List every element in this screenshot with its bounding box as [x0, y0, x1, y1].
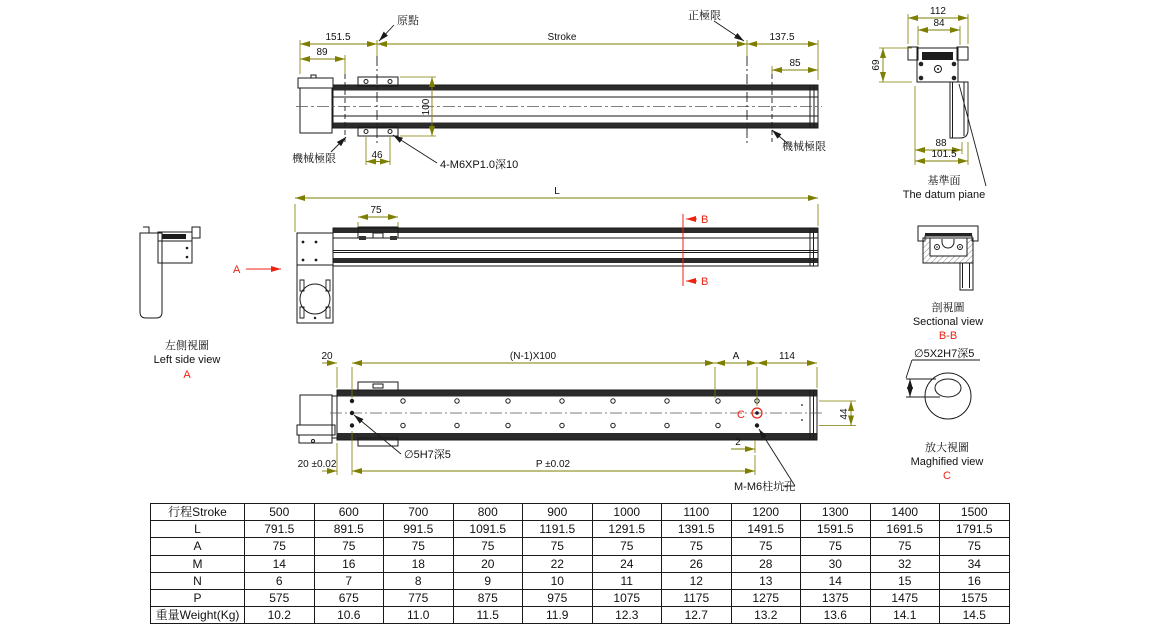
table-cell: 1275 [731, 590, 801, 607]
table-cell: 875 [453, 590, 523, 607]
table-cell: 20 [453, 555, 523, 572]
table-cell: 575 [245, 590, 315, 607]
screw [315, 259, 318, 262]
rail-bottom-band [333, 258, 818, 263]
table-row [151, 572, 1010, 589]
left-side-view-letter: A [183, 369, 191, 381]
dim-100: 100 [421, 98, 432, 116]
cbore-hole [755, 423, 759, 427]
row-label: 行程Stroke [151, 504, 245, 521]
dowel-hole [350, 399, 354, 403]
dim-85: 85 [789, 58, 801, 69]
detail-hole [755, 411, 759, 415]
table-cell: 75 [453, 538, 523, 555]
table-cell: 1300 [801, 504, 871, 521]
dim-A: A [732, 351, 740, 362]
magnified-note: ∅5X2H7深5 [914, 348, 975, 360]
bolt-hole [364, 80, 368, 84]
detail-letter-c: C [737, 409, 745, 421]
row-label: 重量Weight(Kg) [151, 607, 245, 624]
dim-46: 46 [371, 150, 383, 161]
table-cell: 10 [523, 572, 593, 589]
magnified-caption-cn: 放大視圖 [925, 442, 969, 454]
magnified-caption-en: Maghified view [910, 456, 984, 468]
sectional-caption-cn: 剖視圖 [931, 302, 965, 314]
stroke-dimension-table [150, 503, 1010, 624]
table-cell: 14.1 [870, 607, 940, 624]
table-cell: 1000 [592, 504, 662, 521]
screw [919, 76, 924, 81]
datum-view [871, 6, 986, 201]
table-cell: 1491.5 [731, 521, 801, 538]
table-cell: 75 [384, 538, 454, 555]
magnified-view-letter: C [943, 470, 951, 482]
table-cell: 14.5 [940, 607, 1010, 624]
counterbore-profile [935, 379, 961, 397]
table-cell: 28 [731, 555, 801, 572]
dim-88: 88 [935, 138, 947, 149]
table-cell: 1691.5 [870, 521, 940, 538]
table-cell: 26 [662, 555, 732, 572]
bolt-hole [364, 130, 368, 134]
table-row [151, 504, 1010, 521]
table-cell: 13.2 [731, 607, 801, 624]
magnified-view [906, 347, 983, 482]
bolt-hole [388, 80, 392, 84]
table-cell: 6 [245, 572, 315, 589]
table-cell: 775 [384, 590, 454, 607]
extension-lines [300, 40, 818, 165]
table-cell: 32 [870, 555, 940, 572]
dim-20: 20 [321, 351, 333, 362]
table-cell: 991.5 [384, 521, 454, 538]
screw [952, 62, 957, 67]
thread-leader [393, 135, 437, 163]
screw [315, 241, 318, 244]
mech-limit-lines [345, 74, 772, 142]
brand-label [162, 234, 186, 239]
table-cell: 13.6 [801, 607, 871, 624]
motor-pin [312, 440, 315, 443]
screw [302, 241, 305, 244]
screw [302, 259, 305, 262]
direction-letter: A [233, 264, 241, 276]
table-row [151, 538, 1010, 555]
detail-lines [906, 360, 980, 397]
rail-bolt-center [959, 246, 961, 248]
table-cell: 1591.5 [801, 521, 871, 538]
screw [919, 62, 924, 67]
wiper [359, 236, 366, 240]
table-cell: 1175 [662, 590, 732, 607]
table-cell: 10.2 [245, 607, 315, 624]
table-cell: 900 [523, 504, 593, 521]
rail-bottom-band [333, 123, 818, 129]
table-cell: 14 [245, 555, 315, 572]
dim-2: 2 [735, 437, 741, 448]
top-view [292, 8, 826, 171]
dim-101-5: 101.5 [931, 149, 957, 160]
table-cell: 1291.5 [592, 521, 662, 538]
table-cell: 8 [384, 572, 454, 589]
side-view [295, 186, 818, 323]
table-row [151, 590, 1010, 607]
table-cell: 500 [245, 504, 315, 521]
table-cell: 75 [731, 538, 801, 555]
left-side-caption-en: Left side view [153, 354, 221, 366]
positive-limit-leader [714, 21, 744, 41]
positive-limit-label: 正極限 [688, 10, 721, 22]
origin-leader [379, 25, 394, 41]
table-cell: 675 [314, 590, 384, 607]
table-cell: 75 [662, 538, 732, 555]
cbore-note-label: M-M6柱坑孔 [734, 481, 796, 493]
pin [801, 419, 803, 421]
datum-leader [959, 84, 986, 186]
table-cell: 10.6 [314, 607, 384, 624]
table-cell: 1500 [940, 504, 1010, 521]
table-cell: 1200 [731, 504, 801, 521]
section-arm [960, 263, 973, 290]
screw [186, 256, 189, 259]
table-cell: 75 [870, 538, 940, 555]
origin-label: 原點 [397, 15, 419, 27]
table-cell: 1375 [801, 590, 871, 607]
dim-P-tol: P ±0.02 [535, 459, 571, 470]
rail-bolt-center [936, 246, 938, 248]
left-side-outline [140, 227, 200, 318]
table-cell: 11.0 [384, 607, 454, 624]
table-cell: 22 [523, 555, 593, 572]
datum-caption-cn: 基準面 [927, 175, 961, 187]
table-cell: 1475 [870, 590, 940, 607]
dim-stroke: Stroke [547, 32, 577, 43]
rail-bottom-band [337, 433, 817, 440]
table-cell: 15 [870, 572, 940, 589]
table-cell: 34 [940, 555, 1010, 572]
table-cell: 7 [314, 572, 384, 589]
table-cell: 1791.5 [940, 521, 1010, 538]
table-cell: 1100 [662, 504, 732, 521]
row-label: A [151, 538, 245, 555]
table-cell: 75 [314, 538, 384, 555]
dim-112: 112 [930, 6, 946, 17]
sectional-view-letter: B-B [938, 330, 958, 342]
table-cell: 891.5 [314, 521, 384, 538]
brand-label [922, 52, 953, 60]
row-label: P [151, 590, 245, 607]
table-cell: 75 [592, 538, 662, 555]
table-cell: 13 [731, 572, 801, 589]
dim-89: 89 [316, 47, 328, 58]
extension-lines [879, 14, 968, 165]
mech-limit-left-leader [331, 137, 346, 152]
table-cell: 1091.5 [453, 521, 523, 538]
dim-44: 44 [839, 408, 850, 420]
dim-75: 75 [370, 205, 382, 216]
left-side-caption-cn: 左側視圖 [165, 340, 209, 352]
section-letter-top: B [701, 214, 709, 226]
table-cell: 1391.5 [662, 521, 732, 538]
dim-pitch: (N-1)X100 [509, 351, 557, 362]
dowel-hole [350, 411, 354, 415]
row-label: M [151, 555, 245, 572]
screw [186, 247, 189, 250]
table-cell: 16 [314, 555, 384, 572]
table-row [151, 555, 1010, 572]
section-letter-bottom: B [701, 276, 709, 288]
origin-limit-lines [377, 56, 747, 146]
table-cell: 75 [801, 538, 871, 555]
table-cell: 18 [384, 555, 454, 572]
bottom-view [297, 351, 856, 493]
table-cell: 30 [801, 555, 871, 572]
dim-114: 114 [779, 351, 795, 362]
shaft-center [937, 68, 939, 70]
dim-20-tol: 20 ±0.02 [297, 459, 337, 470]
row-label: N [151, 572, 245, 589]
hole-note-label: ∅5H7深5 [404, 449, 451, 461]
section-cavity [930, 238, 967, 256]
detail-boundary-circle [925, 373, 971, 419]
table-cell: 975 [523, 590, 593, 607]
table-cell: 1575 [940, 590, 1010, 607]
motor-flange-circle [300, 284, 330, 314]
datum-caption-en: The datum piane [902, 189, 986, 201]
sectional-caption-en: Sectional view [912, 316, 984, 328]
side-view-outline [297, 227, 818, 323]
dim-69: 69 [871, 59, 882, 71]
table-cell: 9 [453, 572, 523, 589]
rail-top-band [333, 228, 818, 233]
table-cell: 800 [453, 504, 523, 521]
table-cell: 700 [384, 504, 454, 521]
seal-band [925, 233, 972, 236]
dim-151-5: 151.5 [325, 32, 351, 43]
table-cell: 600 [314, 504, 384, 521]
left-side-view [140, 227, 281, 381]
sectional-view [913, 226, 983, 342]
row-label: L [151, 521, 245, 538]
table-cell: 1191.5 [523, 521, 593, 538]
rail-top-band [333, 85, 818, 91]
pin [801, 404, 803, 406]
table-cell: 11.5 [453, 607, 523, 624]
table-cell: 24 [592, 555, 662, 572]
wiper [390, 236, 397, 240]
table-cell: 791.5 [245, 521, 315, 538]
bolt-hole [388, 130, 392, 134]
mech-limit-left-label: 機械極限 [292, 153, 336, 165]
screw [952, 76, 957, 81]
table-cell: 1075 [592, 590, 662, 607]
thread-note-label: 4-M6XP1.0深10 [440, 159, 519, 171]
datum-view-outline [908, 47, 968, 138]
table-cell: 11 [592, 572, 662, 589]
table-cell: 75 [245, 538, 315, 555]
mech-limit-right-label: 機械極限 [782, 141, 826, 153]
dim-L: L [554, 186, 560, 197]
dim-84: 84 [933, 18, 945, 29]
table-cell: 12.3 [592, 607, 662, 624]
rail-top-band [337, 390, 817, 397]
table-cell: 11.9 [523, 607, 593, 624]
dim-137-5: 137.5 [769, 32, 795, 43]
table-row [151, 607, 1010, 624]
table-cell: 14 [801, 572, 871, 589]
flange-slots [300, 280, 330, 318]
table-cell: 75 [940, 538, 1010, 555]
table-cell: 16 [940, 572, 1010, 589]
table-cell: 75 [523, 538, 593, 555]
pin [314, 317, 316, 319]
table-cell: 12 [662, 572, 732, 589]
dowel-hole [350, 423, 354, 427]
table-row [151, 521, 1010, 538]
table-cell: 12.7 [662, 607, 732, 624]
table-cell: 1400 [870, 504, 940, 521]
